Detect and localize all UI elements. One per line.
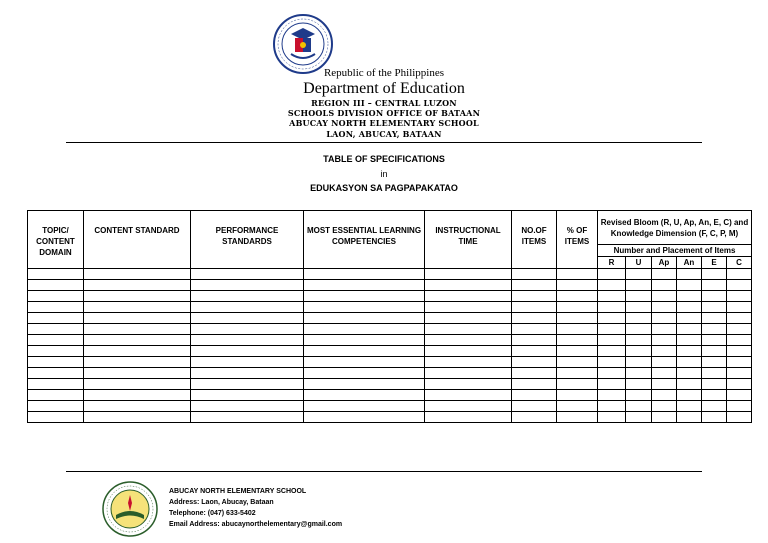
table-cell[interactable]	[425, 401, 512, 412]
table-cell[interactable]	[557, 401, 598, 412]
table-cell[interactable]	[191, 357, 304, 368]
table-cell[interactable]	[677, 324, 702, 335]
footer-school-name: ABUCAY NORTH ELEMENTARY SCHOOL	[169, 488, 307, 495]
table-cell[interactable]	[677, 390, 702, 401]
table-cell[interactable]	[84, 313, 191, 324]
table-cell[interactable]	[652, 390, 677, 401]
header-instructional-time: INSTRUCTIONAL TIME	[425, 211, 512, 269]
table-cell[interactable]	[84, 368, 191, 379]
table-cell[interactable]	[727, 269, 752, 280]
table-cell[interactable]	[557, 313, 598, 324]
table-cell[interactable]	[84, 291, 191, 302]
table-cell[interactable]	[677, 291, 702, 302]
deped-seal-logo	[273, 14, 333, 74]
table-cell[interactable]	[598, 280, 626, 291]
header-percent-items: % OF ITEMS	[557, 211, 598, 269]
table-cell[interactable]	[652, 302, 677, 313]
table-cell[interactable]	[512, 368, 557, 379]
table-cell[interactable]	[652, 324, 677, 335]
table-row	[28, 324, 752, 335]
table-cell[interactable]	[512, 412, 557, 423]
table-cell[interactable]	[598, 368, 626, 379]
table-cell[interactable]	[512, 401, 557, 412]
table-cell[interactable]	[425, 269, 512, 280]
table-cell[interactable]	[191, 269, 304, 280]
table-cell[interactable]	[304, 390, 425, 401]
table-cell[interactable]	[191, 401, 304, 412]
table-cell[interactable]	[512, 313, 557, 324]
table-cell[interactable]	[652, 412, 677, 423]
table-body	[28, 269, 752, 423]
table-cell[interactable]	[727, 412, 752, 423]
table-cell[interactable]	[84, 401, 191, 412]
table-cell[interactable]	[652, 357, 677, 368]
table-cell[interactable]	[702, 390, 727, 401]
table-cell[interactable]	[425, 335, 512, 346]
table-cell[interactable]	[512, 357, 557, 368]
table-cell[interactable]	[28, 269, 84, 280]
header-divider	[66, 142, 702, 143]
table-cell[interactable]	[425, 379, 512, 390]
table-cell[interactable]	[727, 335, 752, 346]
table-row	[28, 357, 752, 368]
footer-divider	[66, 471, 702, 472]
table-cell[interactable]	[702, 368, 727, 379]
table-cell[interactable]	[512, 346, 557, 357]
table-cell[interactable]	[677, 313, 702, 324]
region-text: REGION III – CENTRAL LUZON	[311, 98, 457, 108]
republic-text: Republic of the Philippines	[323, 67, 445, 79]
table-cell[interactable]	[557, 346, 598, 357]
table-row	[28, 401, 752, 412]
table-cell[interactable]	[702, 313, 727, 324]
table-cell[interactable]	[727, 346, 752, 357]
footer-telephone: Telephone: (047) 633-5402	[169, 510, 256, 517]
table-cell[interactable]	[28, 324, 84, 335]
table-cell[interactable]	[727, 302, 752, 313]
level-evaluate: E	[702, 257, 727, 269]
header-content-standard: CONTENT STANDARD	[84, 211, 191, 269]
table-cell[interactable]	[304, 368, 425, 379]
table-cell[interactable]	[702, 401, 727, 412]
school-logo	[102, 481, 158, 537]
table-cell[interactable]	[652, 401, 677, 412]
table-cell[interactable]	[626, 390, 652, 401]
table-cell[interactable]	[512, 390, 557, 401]
table-cell[interactable]	[677, 302, 702, 313]
table-row	[28, 346, 752, 357]
table-cell[interactable]	[626, 357, 652, 368]
table-cell[interactable]	[557, 324, 598, 335]
table-cell[interactable]	[191, 412, 304, 423]
table-cell[interactable]	[652, 269, 677, 280]
table-cell[interactable]	[598, 335, 626, 346]
table-row	[28, 291, 752, 302]
table-cell[interactable]	[191, 291, 304, 302]
table-cell[interactable]	[425, 346, 512, 357]
table-cell[interactable]	[727, 280, 752, 291]
table-cell[interactable]	[598, 357, 626, 368]
table-cell[interactable]	[626, 324, 652, 335]
table-cell[interactable]	[598, 412, 626, 423]
table-cell[interactable]	[727, 357, 752, 368]
table-cell[interactable]	[702, 269, 727, 280]
document-in: in	[380, 169, 388, 179]
table-cell[interactable]	[598, 401, 626, 412]
table-cell[interactable]	[512, 269, 557, 280]
table-row	[28, 412, 752, 423]
table-cell[interactable]	[677, 335, 702, 346]
table-cell[interactable]	[677, 412, 702, 423]
table-cell[interactable]	[557, 291, 598, 302]
level-create: C	[727, 257, 752, 269]
table-cell[interactable]	[28, 390, 84, 401]
table-row	[28, 390, 752, 401]
table-cell[interactable]	[702, 412, 727, 423]
table-cell[interactable]	[557, 280, 598, 291]
table-cell[interactable]	[626, 335, 652, 346]
table-cell[interactable]	[598, 302, 626, 313]
table-cell[interactable]	[512, 302, 557, 313]
table-cell[interactable]	[304, 379, 425, 390]
table-cell[interactable]	[702, 346, 727, 357]
table-cell[interactable]	[727, 401, 752, 412]
table-cell[interactable]	[191, 324, 304, 335]
table-cell[interactable]	[557, 302, 598, 313]
table-cell[interactable]	[191, 302, 304, 313]
table-cell[interactable]	[598, 379, 626, 390]
table-cell[interactable]	[304, 291, 425, 302]
table-cell[interactable]	[304, 412, 425, 423]
table-row	[28, 280, 752, 291]
table-cell[interactable]	[84, 335, 191, 346]
table-cell[interactable]	[425, 357, 512, 368]
table-cell[interactable]	[512, 280, 557, 291]
table-cell[interactable]	[626, 291, 652, 302]
table-cell[interactable]	[425, 291, 512, 302]
document-subject: EDUKASYON SA PAGPAPAKATAO	[310, 183, 458, 193]
table-cell[interactable]	[304, 335, 425, 346]
table-cell[interactable]	[304, 346, 425, 357]
table-cell[interactable]	[727, 291, 752, 302]
table-cell[interactable]	[191, 390, 304, 401]
table-cell[interactable]	[598, 269, 626, 280]
table-cell[interactable]	[191, 346, 304, 357]
table-cell[interactable]	[557, 412, 598, 423]
table-cell[interactable]	[557, 368, 598, 379]
header-melc: MOST ESSENTIAL LEARNING COMPETENCIES	[304, 211, 425, 269]
table-cell[interactable]	[304, 280, 425, 291]
school-name: ABUCAY NORTH ELEMENTARY SCHOOL	[289, 118, 479, 128]
table-cell[interactable]	[702, 280, 727, 291]
table-cell[interactable]	[28, 401, 84, 412]
table-cell[interactable]	[626, 269, 652, 280]
header-no-of-items: NO.OF ITEMS	[512, 211, 557, 269]
table-cell[interactable]	[598, 346, 626, 357]
table-cell[interactable]	[84, 357, 191, 368]
table-cell[interactable]	[626, 302, 652, 313]
table-cell[interactable]	[677, 357, 702, 368]
table-cell[interactable]	[677, 280, 702, 291]
table-cell[interactable]	[28, 357, 84, 368]
table-cell[interactable]	[598, 291, 626, 302]
table-row	[28, 368, 752, 379]
table-cell[interactable]	[84, 302, 191, 313]
table-cell[interactable]	[84, 412, 191, 423]
table-cell[interactable]	[425, 412, 512, 423]
table-cell[interactable]	[557, 390, 598, 401]
table-cell[interactable]	[598, 390, 626, 401]
table-cell[interactable]	[677, 368, 702, 379]
table-cell[interactable]	[84, 280, 191, 291]
table-cell[interactable]	[425, 313, 512, 324]
table-cell[interactable]	[304, 401, 425, 412]
table-cell[interactable]	[652, 280, 677, 291]
table-cell[interactable]	[702, 357, 727, 368]
table-cell[interactable]	[304, 313, 425, 324]
table-cell[interactable]	[512, 335, 557, 346]
footer-email: Email Address: abucaynorthelementary@gmail.com	[169, 521, 343, 528]
table-cell[interactable]	[191, 313, 304, 324]
table-cell[interactable]	[28, 379, 84, 390]
table-cell[interactable]	[425, 390, 512, 401]
division-text: SCHOOLS DIVISION OFFICE OF BATAAN	[287, 108, 481, 118]
table-cell[interactable]	[727, 324, 752, 335]
table-cell[interactable]	[28, 346, 84, 357]
table-cell[interactable]	[727, 313, 752, 324]
table-cell[interactable]	[626, 401, 652, 412]
table-cell[interactable]	[304, 357, 425, 368]
specifications-table	[27, 210, 752, 423]
table-cell[interactable]	[702, 324, 727, 335]
table-cell[interactable]	[425, 280, 512, 291]
table-cell[interactable]	[512, 324, 557, 335]
level-analyze: An	[677, 257, 702, 269]
table-cell[interactable]	[626, 379, 652, 390]
table-cell[interactable]	[425, 368, 512, 379]
table-cell[interactable]	[84, 269, 191, 280]
document-title: TABLE OF SPECIFICATIONS	[323, 154, 445, 164]
table-cell[interactable]	[702, 335, 727, 346]
table-cell[interactable]	[28, 412, 84, 423]
table-cell[interactable]	[626, 280, 652, 291]
table-row	[28, 335, 752, 346]
table-row	[28, 302, 752, 313]
table-cell[interactable]	[512, 291, 557, 302]
table-cell[interactable]	[652, 313, 677, 324]
table-cell[interactable]	[28, 313, 84, 324]
table-cell[interactable]	[557, 357, 598, 368]
level-remember: R	[598, 257, 626, 269]
header-performance-standards: PERFORMANCE STANDARDS	[191, 211, 304, 269]
table-cell[interactable]	[652, 346, 677, 357]
table-cell[interactable]	[626, 313, 652, 324]
table-cell[interactable]	[626, 412, 652, 423]
table-cell[interactable]	[652, 335, 677, 346]
table-cell[interactable]	[702, 379, 727, 390]
table-cell[interactable]	[512, 379, 557, 390]
table-row	[28, 269, 752, 280]
table-cell[interactable]	[304, 269, 425, 280]
footer-address: Address: Laon, Abucay, Bataan	[169, 499, 274, 506]
table-cell[interactable]	[28, 291, 84, 302]
table-cell[interactable]	[28, 335, 84, 346]
table-cell[interactable]	[727, 390, 752, 401]
header-topic: TOPIC/ CONTENT DOMAIN	[28, 211, 84, 269]
table-cell[interactable]	[652, 291, 677, 302]
table-cell[interactable]	[727, 368, 752, 379]
table-cell[interactable]	[28, 368, 84, 379]
table-cell[interactable]	[425, 324, 512, 335]
table-cell[interactable]	[677, 401, 702, 412]
table-cell[interactable]	[84, 379, 191, 390]
table-cell[interactable]	[304, 324, 425, 335]
table-cell[interactable]	[677, 346, 702, 357]
table-cell[interactable]	[626, 368, 652, 379]
table-cell[interactable]	[557, 335, 598, 346]
department-name: Department of Education	[303, 80, 465, 97]
table-cell[interactable]	[677, 379, 702, 390]
table-row	[28, 379, 752, 390]
table-cell[interactable]	[28, 302, 84, 313]
table-cell[interactable]	[727, 379, 752, 390]
table-cell[interactable]	[84, 390, 191, 401]
table-cell[interactable]	[652, 368, 677, 379]
table-cell[interactable]	[304, 302, 425, 313]
table-cell[interactable]	[28, 280, 84, 291]
header-placement: Number and Placement of Items	[598, 245, 752, 257]
table-cell[interactable]	[702, 291, 727, 302]
level-apply: Ap	[652, 257, 677, 269]
table-cell[interactable]	[191, 368, 304, 379]
table-cell[interactable]	[702, 302, 727, 313]
table-cell[interactable]	[191, 335, 304, 346]
table-cell[interactable]	[598, 324, 626, 335]
table-cell[interactable]	[191, 280, 304, 291]
table-row	[28, 313, 752, 324]
table-cell[interactable]	[677, 269, 702, 280]
table-cell[interactable]	[598, 313, 626, 324]
school-location: LAON, ABUCAY, BATAAN	[326, 129, 442, 139]
table-cell[interactable]	[84, 324, 191, 335]
header-revised-bloom: Revised Bloom (R, U, Ap, An, E, C) and Knowledge Dimension (F, C, P, M)	[598, 211, 752, 245]
table-cell[interactable]	[191, 379, 304, 390]
table-cell[interactable]	[425, 302, 512, 313]
table-cell[interactable]	[626, 346, 652, 357]
table-cell[interactable]	[557, 269, 598, 280]
table-cell[interactable]	[557, 379, 598, 390]
table-cell[interactable]	[84, 346, 191, 357]
table-cell[interactable]	[652, 379, 677, 390]
level-understand: U	[626, 257, 652, 269]
